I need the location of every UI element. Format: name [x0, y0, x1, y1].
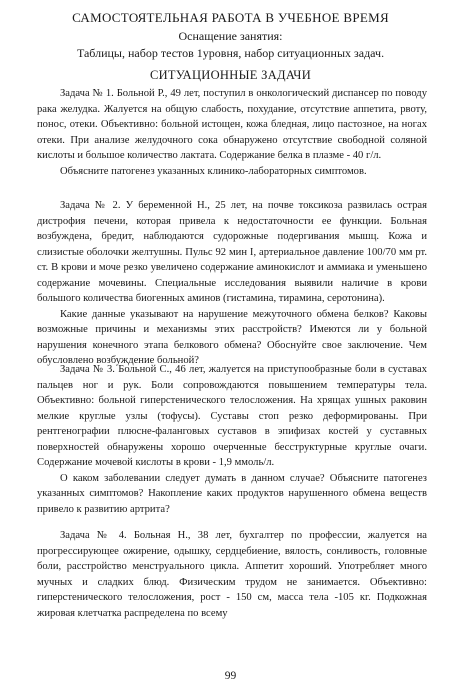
section-title: СИТУАЦИОННЫЕ ЗАДАЧИ	[149, 68, 312, 82]
equipment-text: Таблицы, набор тестов 1уровня, набор ситуационных задач.	[76, 46, 385, 60]
task-1-question: Объясните патогенез указанных клинико-лабораторных симптомов.	[60, 165, 367, 177]
task-1-text: Задача № 1. Больной Р., 49 лет, поступил в онкологический диспансер по поводу рака желудка. Жалуется на общую слабость, похудание, отсутствие аппетита, рвоту, понос, отеки. Объективно: больной истощен, кожа бледная, лицо пастозное, на ногах отеки. При анализе желудочного сока обнаружено отсутствие свободной соляной кислоты и большое количество лактата. Содержание белка в плазме - 40 г/л.	[37, 88, 427, 161]
task-2-question: Какие данные указывают на нарушение межуточного обмена белков? Каковы возможные причины и механизмы этих расстройств? Имеются ли у больной нарушения конечного этапа белкового обмена? Обоснуйте свое заключение. Чем обусловлено возбуждение больной?	[37, 308, 427, 366]
task-4	[37, 528, 427, 621]
task-3-question: О каком заболевании следует думать в данном случае? Объясните патогенез указанных симптомов? Накопление каких продуктов нарушенного обмена веществ привело к развитию артрита?	[37, 472, 427, 515]
task-2-text: Задача № 2. У беременной Н., 25 лет, на почве токсикоза развилась острая дистрофия печени, которая привела к недостаточности ее функции. Больная возбуждена, бредит, наблюдаются судорожные подергивания мышц. Кожа и слизистые оболочки желтушны. Пульс 92 мин І, артериальное давление 100/70 мм рт. ст. В крови и моче резко увеличено содержание аминокислот и аммиака и уменьшено содержание мочевины. Специальные исследования выявили наличие в крови большого количества биогенных аминов (гистамина, тирамина, серотонина).	[37, 200, 427, 304]
equipment-label: Оснащение занятия:	[178, 29, 283, 43]
task-2	[37, 198, 427, 369]
task-1	[37, 86, 427, 179]
page-number: 99	[224, 670, 237, 682]
task-4-text: Задача № 4. Больная Н., 38 лет, бухгалтер по профессии, жалуется на прогрессирующее ожирение, одышку, сердцебиение, вялость, сонливость, головные боли, расстройство менструального цикла. Аппетит хороший. Употребляет много мучных и сладких блюд. Физическим трудом не занимается. Объективно: гиперстенического телосложения, рост - 150 см, масса тела -105 кг. Подкожная жировая клетчатка распределена по всему	[37, 530, 427, 619]
task-3-text: Задача № 3. Больной С., 46 лет, жалуется на приступообразные боли в суставах пальцев ног и рук. Боли сопровождаются повышением температуры тела. Объективно: больной гиперстенического телосложения. На хрящах ушных раковин мелкие круглые узлы (тофусы). Суставы стоп резко деформированы. При рентгенографии плюсне-фаланговых суставов в эпифизах костей у суставных поверхностей обнаружены хорошо очерченные бесструктурные круглые очаги. Содержание мочевой кислоты в крови - 1,9 ммоль/л.	[37, 364, 427, 468]
page-title: САМОСТОЯТЕЛЬНАЯ РАБОТА В УЧЕБНОЕ ВРЕМЯ	[72, 10, 389, 25]
task-3	[37, 362, 427, 517]
